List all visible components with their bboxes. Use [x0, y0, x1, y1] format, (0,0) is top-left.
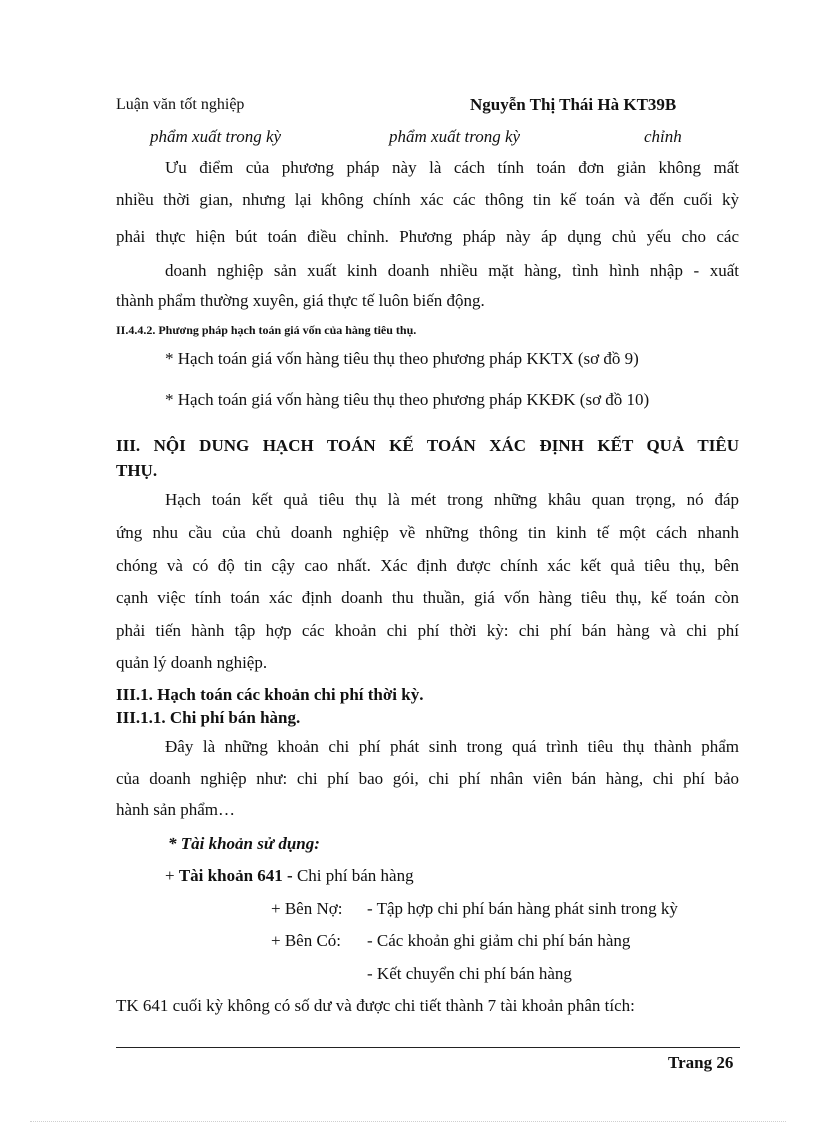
account-plus: +	[165, 866, 175, 885]
para2-line5: phải tiến hành tập hợp các khoản chi phí thời kỳ: chi phí bán hàng và chi phí	[116, 621, 739, 640]
section-heading-3-line1: III. NỘI DUNG HẠCH TOÁN KẾ TOÁN XÁC ĐỊNH KẾT QUẢ TIÊU	[116, 436, 739, 455]
account-641-line	[165, 866, 414, 886]
para2-line3: chóng và có độ tin cậy cao nhất. Xác định được chính xác kết quả tiêu thụ, bên	[116, 556, 739, 575]
footer-page-number: Trang 26	[668, 1053, 734, 1072]
para2-line4: cạnh việc tính toán xác định doanh thu thuần, giá vốn hàng tiêu thụ, kế toán còn	[116, 588, 739, 607]
section-heading-31: III.1. Hạch toán các khoản chi phí thời kỳ.	[116, 685, 424, 704]
para3-line3: hành sản phẩm…	[116, 800, 235, 819]
account-closing-line: TK 641 cuối kỳ không có số dư và được chi tiết thành 7 tài khoản phân tích:	[116, 996, 635, 1015]
debit-text: - Tập hợp chi phí bán hàng phát sinh trong kỳ	[367, 899, 678, 918]
para1-line3: phải thực hiện bút toán điều chỉnh. Phương pháp này áp dụng chủ yếu cho các	[116, 227, 739, 246]
header-author: Nguyễn Thị Thái Hà KT39B	[470, 95, 677, 114]
para3-line2: của doanh nghiệp như: chi phí bao gói, chi phí nhân viên bán hàng, chi phí bảo	[116, 769, 739, 788]
account-641-name: Tài khoản 641 -	[178, 866, 293, 885]
credit-label: + Bên Có:	[271, 931, 342, 950]
para3-line1: Đây là những khoản chi phí phát sinh trong quá trình tiêu thụ thành phẩm	[165, 737, 739, 756]
credit-text-2: - Kết chuyển chi phí bán hàng	[367, 964, 572, 983]
page-bottom-divider	[30, 1121, 786, 1122]
section-heading-3-line2: THỤ.	[116, 461, 158, 480]
formula-tail-3: chỉnh	[644, 127, 682, 146]
para1-line4: doanh nghiệp sản xuất kinh doanh nhiều mặt hàng, tình hình nhập - xuất	[165, 261, 739, 280]
bullet-kkdk: * Hạch toán giá vốn hàng tiêu thụ theo phương pháp KKĐK (sơ đồ 10)	[165, 390, 650, 409]
para2-line6: quản lý doanh nghiệp.	[116, 653, 268, 672]
credit-text-1: - Các khoản ghi giảm chi phí bán hàng	[367, 931, 631, 950]
debit-label: + Bên Nợ:	[271, 899, 343, 918]
header-thesis-label: Luận văn tốt nghiệp	[116, 96, 245, 113]
para2-line2: ứng nhu cầu của chủ doanh nghiệp về những thông tin kinh tế một cách nhanh	[116, 523, 739, 542]
section-heading-2442: II.4.4.2. Phương pháp hạch toán giá vốn của hàng tiêu thụ.	[116, 323, 417, 337]
formula-tail-2: phẩm xuất trong kỳ	[389, 127, 521, 146]
account-used-label: * Tài khoản sử dụng:	[168, 834, 320, 853]
formula-tail-1: phẩm xuất trong kỳ	[150, 127, 282, 146]
para2-line1: Hạch toán kết quả tiêu thụ là mét trong những khâu quan trọng, nó đáp	[165, 490, 739, 509]
section-heading-311: III.1.1. Chi phí bán hàng.	[116, 708, 301, 727]
para1-line5: thành phẩm thường xuyên, giá thực tế luôn biến động.	[116, 291, 485, 310]
para1-line2: nhiều thời gian, nhưng lại không chính xác các thông tin kế toán và đến cuối kỳ	[116, 190, 739, 209]
para1-line1: Ưu điểm của phương pháp này là cách tính toán đơn giản không mất	[165, 158, 739, 177]
bullet-kktx: * Hạch toán giá vốn hàng tiêu thụ theo phương pháp KKTX (sơ đồ 9)	[165, 349, 639, 368]
footer-rule	[116, 1047, 740, 1048]
account-641-desc: Chi phí bán hàng	[296, 866, 414, 885]
